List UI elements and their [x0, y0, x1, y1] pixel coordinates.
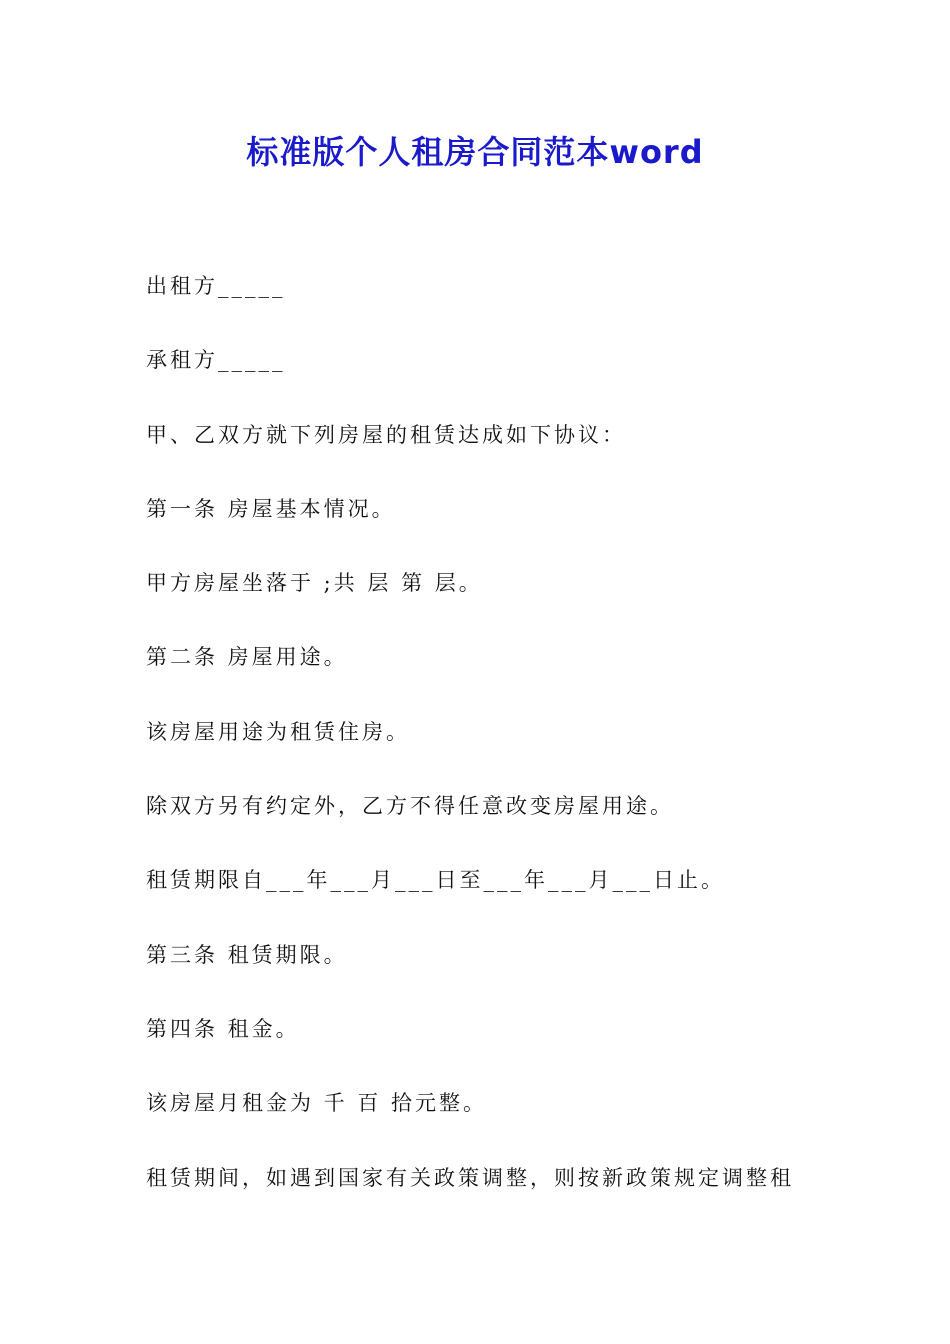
- paragraph-lease-dates: 租赁期限自___年___月___日至___年___月___日止。: [146, 868, 725, 893]
- paragraph-article-3-heading: 第三条 租赁期限。: [146, 942, 348, 967]
- document-body: [146, 262, 826, 1228]
- paragraph-property-location: 甲方房屋坐落于 ;共 层 第 层。: [146, 571, 483, 596]
- paragraph-property-usage: 该房屋用途为租赁住房。: [146, 719, 410, 744]
- paragraph-monthly-rent: 该房屋月租金为 千 百 拾元整。: [146, 1091, 488, 1116]
- document-title: 标准版个人租房合同范本word: [246, 133, 704, 171]
- paragraph-policy-adjustment: 租赁期间，如遇到国家有关政策调整，则按新政策规定调整租: [146, 1165, 794, 1190]
- paragraph-article-4-heading: 第四条 租金。: [146, 1016, 300, 1041]
- paragraph-lessee: 承租方_____: [146, 348, 286, 373]
- paragraph-article-1-heading: 第一条 房屋基本情况。: [146, 496, 396, 521]
- paragraph-lessor: 出租方_____: [146, 274, 286, 298]
- paragraph-article-2-heading: 第二条 房屋用途。: [146, 645, 348, 670]
- paragraph-usage-restriction: 除双方另有约定外，乙方不得任意改变房屋用途。: [146, 794, 674, 819]
- paragraph-agreement-intro: 甲、乙双方就下列房屋的租赁达成如下协议：: [146, 422, 626, 447]
